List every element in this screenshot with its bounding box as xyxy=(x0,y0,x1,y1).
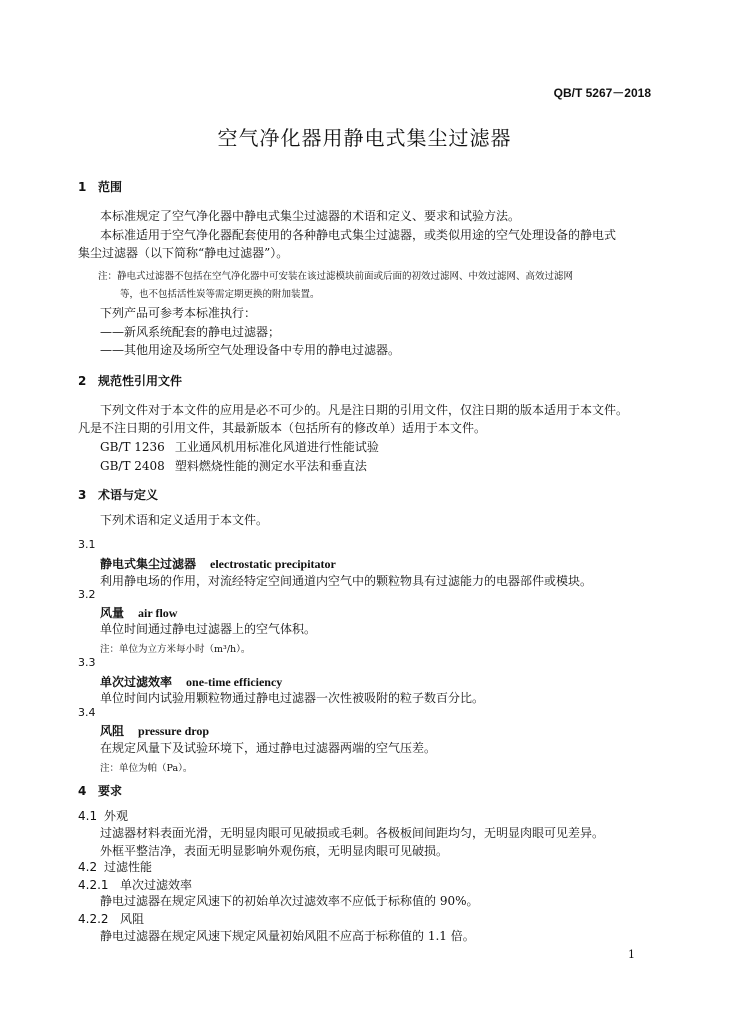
section-number: 2 xyxy=(78,374,87,388)
term-heading xyxy=(100,604,177,621)
term-zh: 风阻 xyxy=(100,724,125,738)
term-definition: 在规定风量下及试验环境下，通过静电过滤器两端的空气压差。 xyxy=(100,741,437,755)
term-definition: 单位时间通过静电过滤器上的空气体积。 xyxy=(100,622,317,636)
term-zh: 静电式集尘过滤器 xyxy=(100,557,197,571)
term-definition: 单位时间内试验用颗粒物通过静电过滤器一次性被吸附的粒子数百分比。 xyxy=(100,691,485,705)
paragraph: 下列术语和定义适用于本文件。 xyxy=(100,513,269,527)
paragraph: 本标准适用于空气净化器配套使用的各种静电式集尘过滤器，或类似用途的空气处理设备的静电式 xyxy=(100,228,617,242)
note: 注：单位为帕（Pa）。 xyxy=(100,763,193,774)
term-en: air flow xyxy=(138,606,178,620)
subsection-number: 4.2 xyxy=(78,860,98,874)
term-zh: 单次过滤效率 xyxy=(100,675,173,689)
subsection-title: 单次过滤效率 xyxy=(120,878,193,892)
paragraph: 静电过滤器在规定风速下的初始单次过滤效率不应低于标称值的 90%。 xyxy=(100,894,479,908)
note: 注：单位为立方米每小时（m³/h）。 xyxy=(100,644,251,655)
term-heading xyxy=(100,722,209,739)
term-zh: 风量 xyxy=(100,606,125,620)
subsection-number: 4.2.1 xyxy=(78,878,109,892)
reference-name: 塑料燃烧性能的测定水平法和垂直法 xyxy=(174,459,367,473)
term-number: 3.4 xyxy=(78,706,96,719)
section-1-heading xyxy=(78,178,122,195)
subsection-number: 4.1 xyxy=(78,809,98,823)
list-item: ——其他用途及场所空气处理设备中专用的静电过滤器。 xyxy=(100,343,401,357)
section-title: 范围 xyxy=(98,180,123,194)
reference-code: GB/T 2408 xyxy=(100,459,165,473)
paragraph: 下列产品可参考本标准执行： xyxy=(100,306,257,320)
term-en: electrostatic precipitator xyxy=(210,557,336,571)
section-title: 术语与定义 xyxy=(98,488,159,502)
list-item: ——新风系统配套的静电过滤器； xyxy=(100,325,281,339)
subsection-heading xyxy=(78,876,192,893)
paragraph: 静电过滤器在规定风速下规定风量初始风阻不应高于标称值的 1.1 倍。 xyxy=(100,929,475,943)
paragraph: 外框平整洁净，表面无明显影响外观伤痕，无明显肉眼可见破损。 xyxy=(100,844,449,858)
term-number: 3.1 xyxy=(78,538,96,551)
term-number: 3.3 xyxy=(78,656,96,669)
reference-code: GB/T 1236 xyxy=(100,440,165,454)
term-number: 3.2 xyxy=(78,588,96,601)
subsection-heading xyxy=(78,858,152,875)
section-4-heading xyxy=(78,782,122,799)
term-en: one-time efficiency xyxy=(186,675,283,689)
section-2-heading xyxy=(78,372,182,389)
subsection-title: 过滤性能 xyxy=(104,860,153,874)
paragraph: 本标准规定了空气净化器中静电式集尘过滤器的术语和定义、要求和试验方法。 xyxy=(100,209,521,223)
term-en: pressure drop xyxy=(138,724,210,738)
reference-name: 工业通风机用标准化风道进行性能试验 xyxy=(174,440,379,454)
paragraph: 凡是不注日期的引用文件，其最新版本（包括所有的修改单）适用于本文件。 xyxy=(78,421,487,435)
section-number: 3 xyxy=(78,488,87,502)
term-definition: 利用静电场的作用，对流经特定空间通道内空气中的颗粒物具有过滤能力的电器部件或模块。 xyxy=(100,574,593,588)
note: 等，也不包括活性炭等需定期更换的附加装置。 xyxy=(120,289,320,300)
section-number: 4 xyxy=(78,784,87,798)
term-heading xyxy=(100,673,282,690)
paragraph: 集尘过滤器（以下简称“静电过滤器”）。 xyxy=(78,246,289,260)
section-title: 规范性引用文件 xyxy=(98,374,183,388)
standard-number: QB/T 5267－2018 xyxy=(553,86,651,100)
section-title: 要求 xyxy=(98,784,123,798)
paragraph: 下列文件对于本文件的应用是必不可少的。凡是注日期的引用文件，仅注日期的版本适用于本文件。 xyxy=(100,403,629,417)
page-number: 1 xyxy=(628,948,635,961)
subsection-heading xyxy=(78,807,128,824)
subsection-heading xyxy=(78,910,144,927)
term-heading xyxy=(100,555,336,572)
section-number: 1 xyxy=(78,180,87,194)
subsection-title: 风阻 xyxy=(120,912,145,926)
subsection-number: 4.2.2 xyxy=(78,912,109,926)
paragraph: 过滤器材料表面光滑，无明显肉眼可见破损或毛刺。各极板间间距均匀，无明显肉眼可见差异。 xyxy=(100,826,605,840)
note: 注：静电式过滤器不包括在空气净化器中可安装在该过滤模块前面或后面的初效过滤网、中效过滤网、高效过滤网 xyxy=(98,271,574,282)
document-title: 空气净化器用静电式集尘过滤器 xyxy=(217,126,512,150)
reference-item xyxy=(100,439,379,456)
section-3-heading xyxy=(78,486,158,503)
reference-item xyxy=(100,458,367,475)
subsection-title: 外观 xyxy=(104,809,129,823)
